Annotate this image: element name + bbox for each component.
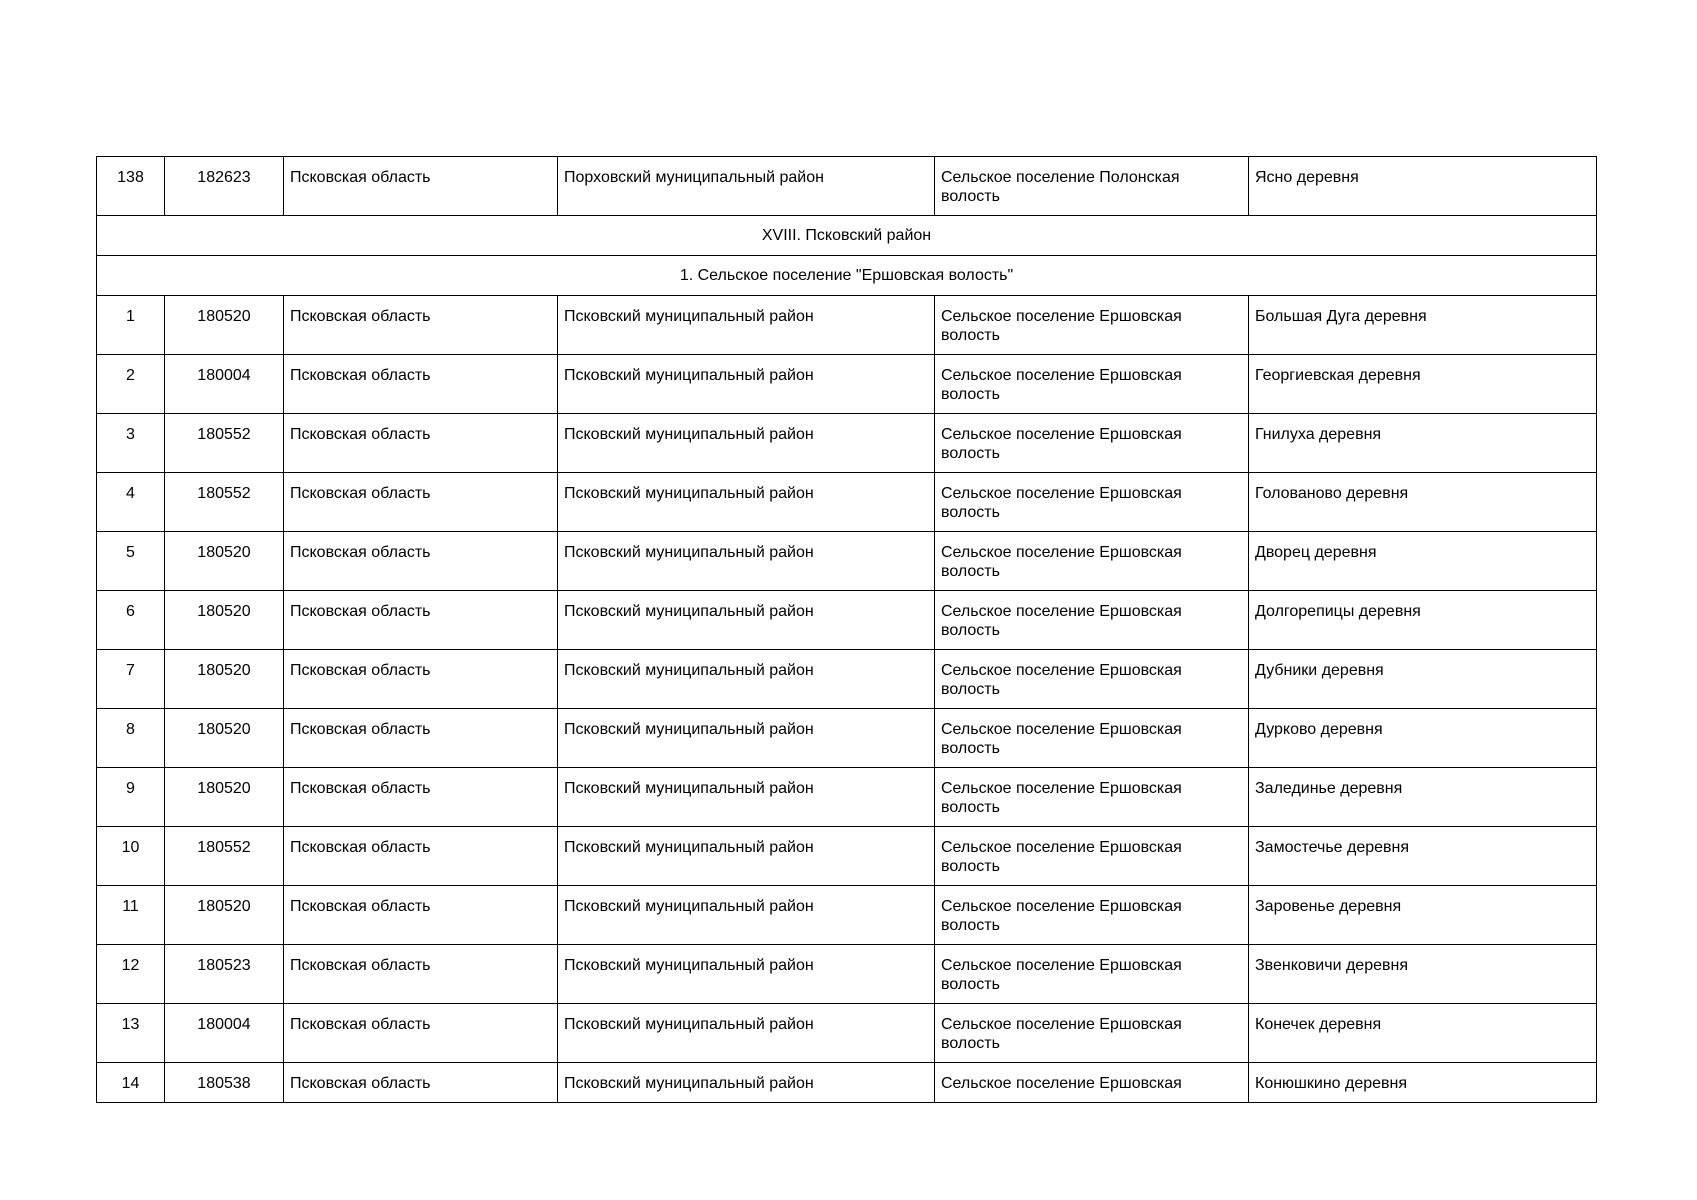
region-cell: Псковская область: [284, 157, 558, 216]
district-cell: Псковский муниципальный район: [558, 1063, 935, 1103]
section-header-row: [97, 216, 1597, 256]
locality-cell: Долгорепицы деревня: [1249, 591, 1597, 650]
settlement-cell: Сельское поселение Ершовская волость: [935, 414, 1249, 473]
row-number-cell: 8: [97, 709, 165, 768]
district-cell: Псковский муниципальный район: [558, 945, 935, 1004]
locality-cell: Дурково деревня: [1249, 709, 1597, 768]
district-cell: Псковский муниципальный район: [558, 296, 935, 355]
postal-code-cell: 180520: [165, 532, 284, 591]
region-cell: Псковская область: [284, 473, 558, 532]
settlement-cell: Сельское поселение Ершовская волость: [935, 532, 1249, 591]
postal-code-cell: 180520: [165, 591, 284, 650]
settlement-cell: Сельское поселение Ершовская волость: [935, 650, 1249, 709]
settlement-cell: Сельское поселение Ершовская волость: [935, 709, 1249, 768]
settlement-cell: Сельское поселение Ершовская волость: [935, 473, 1249, 532]
row-number-cell: 7: [97, 650, 165, 709]
district-cell: Псковский муниципальный район: [558, 650, 935, 709]
row-number-cell: 1: [97, 296, 165, 355]
postal-code-cell: 180520: [165, 296, 284, 355]
region-cell: Псковская область: [284, 827, 558, 886]
settlement-cell: Сельское поселение Ершовская волость: [935, 827, 1249, 886]
table-row: [97, 1004, 1597, 1063]
settlement-cell: Сельское поселение Ершовская волость: [935, 355, 1249, 414]
table-row: [97, 355, 1597, 414]
locality-cell: Залединье деревня: [1249, 768, 1597, 827]
postal-code-cell: 180520: [165, 886, 284, 945]
locality-cell: Замостечье деревня: [1249, 827, 1597, 886]
region-cell: Псковская область: [284, 709, 558, 768]
settlement-cell: Сельское поселение Ершовская: [935, 1063, 1249, 1103]
table-row: [97, 414, 1597, 473]
row-number-cell: 9: [97, 768, 165, 827]
postal-code-cell: 180520: [165, 768, 284, 827]
postal-code-cell: 180538: [165, 1063, 284, 1103]
district-cell: Псковский муниципальный район: [558, 768, 935, 827]
district-cell: Псковский муниципальный район: [558, 473, 935, 532]
row-number-cell: 11: [97, 886, 165, 945]
locality-cell: Конюшкино деревня: [1249, 1063, 1597, 1103]
table-row: [97, 886, 1597, 945]
postal-code-cell: 180004: [165, 355, 284, 414]
district-cell: Псковский муниципальный район: [558, 1004, 935, 1063]
row-number-cell: 3: [97, 414, 165, 473]
locality-cell: Большая Дуга деревня: [1249, 296, 1597, 355]
district-cell: Псковский муниципальный район: [558, 355, 935, 414]
settlement-cell: Сельское поселение Ершовская волость: [935, 945, 1249, 1004]
table-row: [97, 650, 1597, 709]
locality-cell: Дубники деревня: [1249, 650, 1597, 709]
locality-cell: Звенковичи деревня: [1249, 945, 1597, 1004]
region-cell: Псковская область: [284, 1063, 558, 1103]
postal-code-cell: 180523: [165, 945, 284, 1004]
postal-code-cell: 180552: [165, 473, 284, 532]
district-cell: Псковский муниципальный район: [558, 827, 935, 886]
region-cell: Псковская область: [284, 945, 558, 1004]
row-number-cell: 138: [97, 157, 165, 216]
locality-cell: Голованово деревня: [1249, 473, 1597, 532]
table-body: [97, 157, 1597, 1103]
locality-cell: Гнилуха деревня: [1249, 414, 1597, 473]
settlement-cell: Сельское поселение Ершовская волость: [935, 1004, 1249, 1063]
region-cell: Псковская область: [284, 532, 558, 591]
locality-table: [96, 156, 1597, 1103]
region-cell: Псковская область: [284, 1004, 558, 1063]
row-number-cell: 10: [97, 827, 165, 886]
settlement-cell: Сельское поселение Ершовская волость: [935, 768, 1249, 827]
postal-code-cell: 182623: [165, 157, 284, 216]
section-header-row: [97, 256, 1597, 296]
row-number-cell: 12: [97, 945, 165, 1004]
table-row: [97, 709, 1597, 768]
table-row: [97, 1063, 1597, 1103]
postal-code-cell: 180520: [165, 650, 284, 709]
district-cell: Псковский муниципальный район: [558, 591, 935, 650]
locality-cell: Ясно деревня: [1249, 157, 1597, 216]
table-row: [97, 532, 1597, 591]
row-number-cell: 4: [97, 473, 165, 532]
settlement-cell: Сельское поселение Полонская волость: [935, 157, 1249, 216]
section-header-cell: 1. Сельское поселение "Ершовская волость": [97, 256, 1597, 296]
region-cell: Псковская область: [284, 650, 558, 709]
settlement-cell: Сельское поселение Ершовская волость: [935, 886, 1249, 945]
region-cell: Псковская область: [284, 591, 558, 650]
table-row: [97, 157, 1597, 216]
table-row: [97, 473, 1597, 532]
table-row: [97, 591, 1597, 650]
row-number-cell: 6: [97, 591, 165, 650]
district-cell: Псковский муниципальный район: [558, 709, 935, 768]
table-row: [97, 945, 1597, 1004]
settlement-cell: Сельское поселение Ершовская волость: [935, 591, 1249, 650]
postal-code-cell: 180520: [165, 709, 284, 768]
locality-cell: Дворец деревня: [1249, 532, 1597, 591]
locality-cell: Конечек деревня: [1249, 1004, 1597, 1063]
row-number-cell: 2: [97, 355, 165, 414]
settlement-cell: Сельское поселение Ершовская волость: [935, 296, 1249, 355]
region-cell: Псковская область: [284, 886, 558, 945]
region-cell: Псковская область: [284, 355, 558, 414]
locality-cell: Георгиевская деревня: [1249, 355, 1597, 414]
row-number-cell: 13: [97, 1004, 165, 1063]
region-cell: Псковская область: [284, 414, 558, 473]
locality-cell: Заровенье деревня: [1249, 886, 1597, 945]
district-cell: Псковский муниципальный район: [558, 886, 935, 945]
table-row: [97, 827, 1597, 886]
region-cell: Псковская область: [284, 768, 558, 827]
table-row: [97, 296, 1597, 355]
row-number-cell: 14: [97, 1063, 165, 1103]
row-number-cell: 5: [97, 532, 165, 591]
postal-code-cell: 180004: [165, 1004, 284, 1063]
region-cell: Псковская область: [284, 296, 558, 355]
postal-code-cell: 180552: [165, 827, 284, 886]
table-row: [97, 768, 1597, 827]
postal-code-cell: 180552: [165, 414, 284, 473]
district-cell: Псковский муниципальный район: [558, 532, 935, 591]
district-cell: Порховский муниципальный район: [558, 157, 935, 216]
section-header-cell: XVIII. Псковский район: [97, 216, 1597, 256]
district-cell: Псковский муниципальный район: [558, 414, 935, 473]
